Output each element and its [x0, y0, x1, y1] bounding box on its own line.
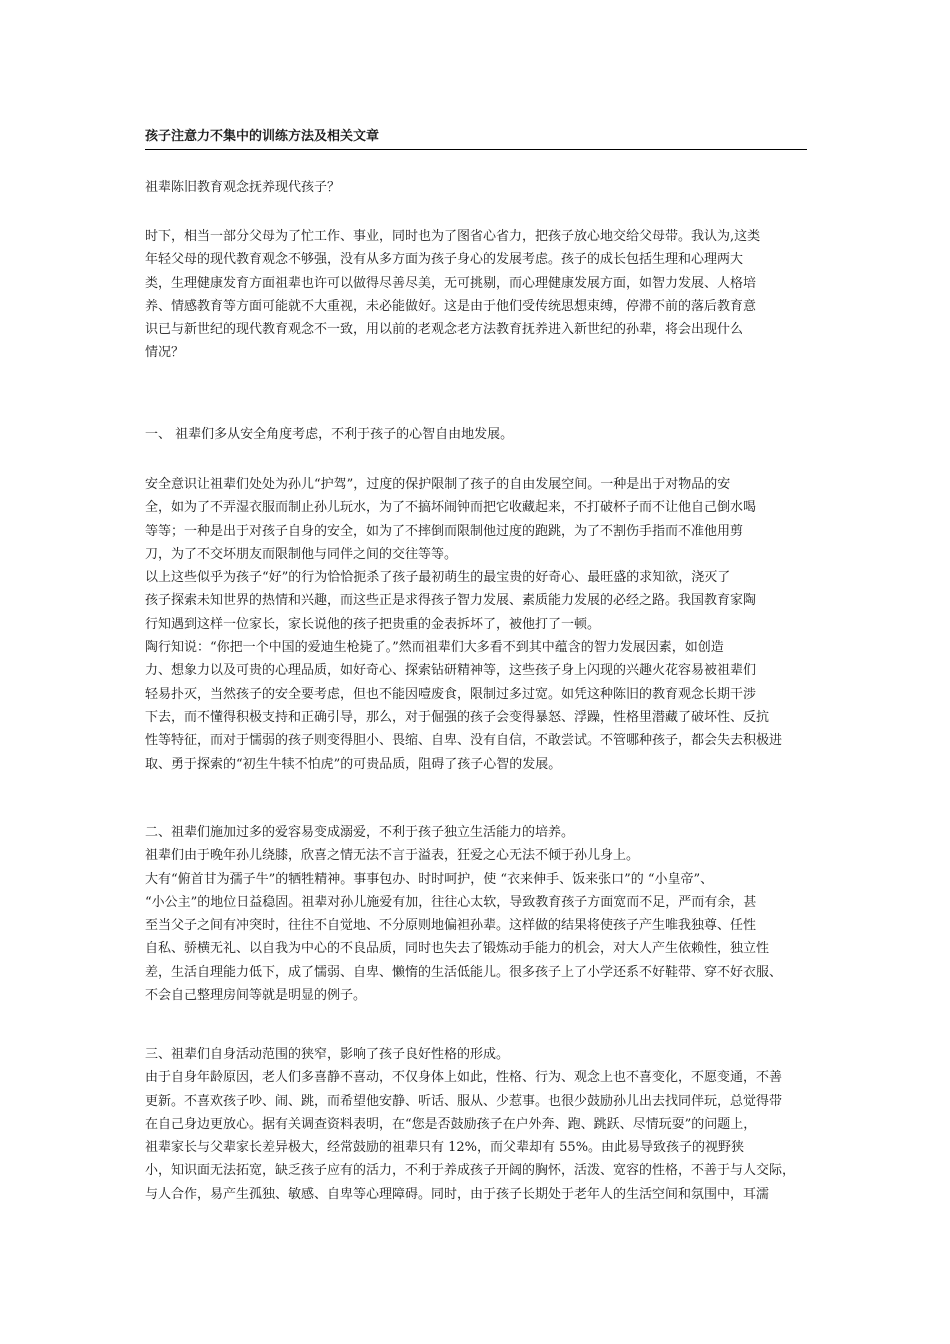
section1-line: 轻易扑灭，当然孩子的安全要考虑，但也不能因噎废食，限制过多过宽。如凭这种陈旧的教育观念长期干涉 [145, 686, 757, 702]
section1-line: 行知遇到这样一位家长，家长说他的孩子把贵重的金表拆坏了，被他打了一顿。 [145, 616, 601, 632]
section2-heading: 二、祖辈们施加过多的爱容易变成溺爱，不利于孩子独立生活能力的培养。 [145, 825, 575, 840]
intro-line: 情况？ [145, 345, 185, 361]
section2-line: 差，生活自理能力低下，成了懦弱、自卑、懒惰的生活低能儿。很多孩子上了小学还系不好鞋带、穿不好衣服、 [145, 964, 783, 980]
section3-line: 更新。不喜欢孩子吵、闹、跳，而希望他安静、听话、服从、少惹事。也很少鼓励孙儿出去找同伴玩，总觉得带 [145, 1093, 783, 1109]
document-title: 孩子注意力不集中的训练方法及相关文章 [145, 128, 807, 150]
section3-line: 在自己身边更放心。据有关调查资料表明，在“您是否鼓励孩子在户外奔、跑、跳跃、尽情玩耍”的问题上， [145, 1116, 757, 1132]
intro-line: 类，生理健康发育方面祖辈也许可以做得尽善尽美，无可挑剔，而心理健康发展方面，如智力发展、人格培 [145, 275, 757, 291]
section1-line: 等等；一种是出于对孩子自身的安全，如为了不摔倒而限制他过度的跑跳，为了不割伤手指而不准他用剪 [145, 523, 744, 539]
section2-line: 祖辈们由于晚年孙儿绕膝，欣喜之情无法不言于溢表，狂爱之心无法不倾于孙儿身上。 [145, 848, 640, 864]
section1-heading [145, 423, 807, 446]
intro-line: 时下，相当一部分父母为了忙工作、事业，同时也为了图省心省力，把孩子放心地交给父母带。我认为,这类 [145, 229, 761, 244]
section2-line: 大有“俯首甘为孺子牛”的牺牲精神。事事包办、时时呵护，使 “衣来伸手、饭来张口”的 “小皇帝”、 [145, 871, 714, 887]
section1-heading-text: 一、 祖辈们多从安全角度考虑，不利于孩子的心智自由地发展。 [145, 427, 514, 442]
section2-line: “小公主”的地位日益稳固。祖辈对孙儿施爱有加，往往心太软，导致教育孩子方面宽而不足，严而有余，甚 [145, 894, 757, 910]
section2-body [145, 821, 807, 1007]
section2-line: 自私、骄横无礼、以自我为中心的不良品质，同时也失去了锻炼动手能力的机会，对大人产生依赖性，独立性 [145, 941, 770, 957]
section3-line: 小，知识面无法拓宽，缺乏孩子应有的活力，不利于养成孩子开阔的胸怀，活泼、宽容的性格，不善于与人交际， [145, 1163, 796, 1179]
section1-line: 孩子探索未知世界的热情和兴趣，而这些正是求得孩子智力发展、素质能力发展的必经之路。我国教育家陶 [145, 593, 757, 609]
section2-line: 至当父子之间有冲突时，往往不自觉地、不分原则地偏袒孙辈。这样做的结果将使孩子产生唯我独尊、任性 [145, 918, 757, 934]
intro-paragraph [145, 225, 807, 365]
section3-line: 祖辈家长与父辈家长差异极大，经常鼓励的祖辈只有 12%，而父辈却有 55%。由此易导致孩子的视野狭 [145, 1140, 745, 1156]
intro-line: 养、情感教育等方面可能就不大重视，未必能做好。这是由于他们受传统思想束缚，停滞不前的落后教育意 [145, 298, 757, 314]
section3-body [145, 1043, 807, 1206]
section1-body [145, 473, 807, 776]
section2-line: 不会自己整理房间等就是明显的例子。 [145, 988, 367, 1004]
section1-line: 全，如为了不弄湿衣服而制止孙儿玩水，为了不搞坏闹钟而把它收藏起来，不打破杯子而不让他自己倒水喝 [145, 500, 757, 516]
section1-line: 下去，而不懂得积极支持和正确引导，那么，对于倔强的孩子会变得暴怒、浮躁，性格里潜藏了破坏性、反抗 [145, 709, 770, 725]
section3-heading: 三、祖辈们自身活动范围的狭窄，影响了孩子良好性格的形成。 [145, 1047, 510, 1062]
section1-line: 安全意识让祖辈们处处为孙儿“护驾”，过度的保护限制了孩子的自由发展空间。一种是出于对物品的安 [145, 477, 731, 492]
subtitle-text: 祖辈陈旧教育观念抚养现代孩子？ [145, 180, 341, 195]
section1-line: 性等特征，而对于懦弱的孩子则变得胆小、畏缩、自卑、没有自信，不敢尝试。不管哪种孩子，都会失去积极进 [145, 733, 783, 749]
intro-line: 年轻父母的现代教育观念不够强，没有从多方面为孩子身心的发展考虑。孩子的成长包括生理和心理两大 [145, 252, 744, 268]
subtitle [145, 176, 807, 199]
intro-line: 识已与新世纪的现代教育观念不一致，用以前的老观念老方法教育抚养进入新世纪的孙辈，将会出现什么 [145, 322, 744, 338]
section1-line: 陶行知说：“你把一个中国的爱迪生枪毙了。”然而祖辈们大多看不到其中蕴含的智力发展因素，如创造 [145, 640, 724, 656]
section3-line: 与人合作，易产生孤独、敏感、自卑等心理障碍。同时，由于孩子长期处于老年人的生活空间和氛围中，耳濡 [145, 1186, 770, 1202]
section1-line: 取、勇于探索的“初生牛犊不怕虎”的可贵品质，阻碍了孩子心智的发展。 [145, 756, 562, 772]
section3-line: 由于自身年龄原因，老人们多喜静不喜动，不仅身体上如此，性格、行为、观念上也不喜变化，不愿变通，不善 [145, 1070, 783, 1086]
section1-line: 力、想象力以及可贵的心理品质，如好奇心、探索钻研精神等，这些孩子身上闪现的兴趣火花容易被祖辈们 [145, 663, 757, 679]
section1-line: 刀，为了不交坏朋友而限制他与同伴之间的交往等等。 [145, 546, 458, 562]
section1-line: 以上这些似乎为孩子“好”的行为恰恰扼杀了孩子最初萌生的最宝贵的好奇心、最旺盛的求知欲，浇灭了 [145, 570, 731, 586]
